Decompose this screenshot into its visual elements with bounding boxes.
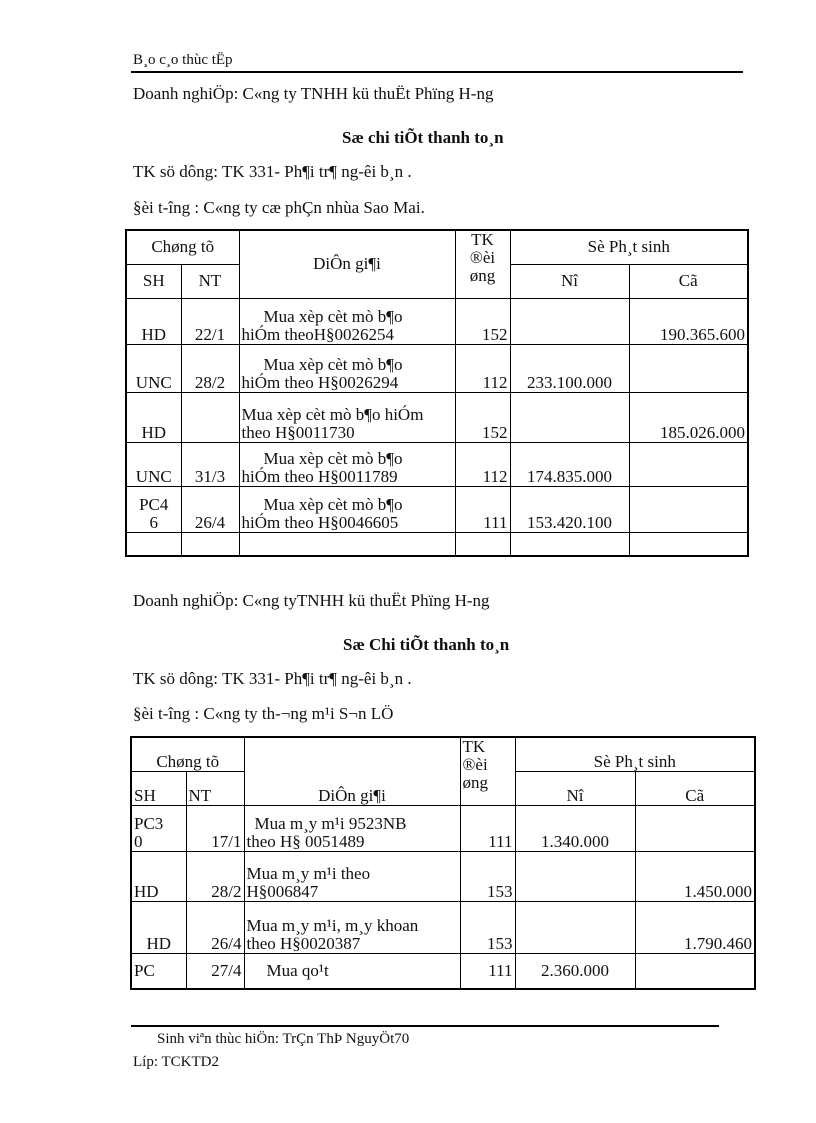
debit-header: Nî: [510, 264, 629, 298]
table-row: [126, 532, 748, 556]
report-header: B¸o c¸o thùc tËp: [133, 52, 233, 68]
voucher-header: Chøng tõ: [131, 737, 244, 771]
table-row: HD 28/2 Mua m¸y m¹i theo H§006847 153 1.450.000: [131, 851, 755, 901]
nt-header: NT: [186, 771, 244, 805]
table-row: PC 27/4 Mua qo¹t 111 2.360.000: [131, 953, 755, 989]
table-row: PC3 0 17/1 Mua m¸y m¹i 9523NB theo H§ 0051489 111 1.340.000: [131, 805, 755, 851]
table-row: UNC 28/2 Mua xèp cèt mò b¶o hiÓm theo H§0026294 112 233.100.000: [126, 344, 748, 392]
ledger-title-2: Sæ Chi tiÕt thanh to¸n: [343, 635, 510, 654]
sh-header: SH: [131, 771, 186, 805]
ledger-table-1: [125, 229, 749, 557]
nt-header: NT: [181, 264, 239, 298]
header-divider: [131, 71, 743, 73]
table-row: UNC 31/3 Mua xèp cèt mò b¶o hiÓm theo H§0011789 112 174.835.000: [126, 442, 748, 486]
account-line-1: TK sö dông: TK 331- Ph¶i tr¶ ng-êi b¸n .: [133, 162, 412, 181]
amount-header: Sè Ph¸t sinh: [510, 230, 748, 264]
table-row: HD Mua xèp cèt mò b¶o hiÓm theo H§0011730 152 185.026.000: [126, 392, 748, 442]
description-header: DiÔn gi¶i: [244, 737, 460, 805]
table-row: PC4 6 26/4 Mua xèp cèt mò b¶o hiÓm theo H§0046605 111 153.420.100: [126, 486, 748, 532]
class-line: Líp: TCKTD2: [133, 1054, 219, 1070]
footer-divider: [131, 1025, 719, 1027]
ledger-table-2: [130, 736, 756, 990]
table-row: HD 22/1 Mua xèp cèt mò b¶o hiÓm theoH§0026254 152 190.365.600: [126, 298, 748, 344]
partner-line-1: §èi t-îng : C«ng ty cæ phÇn nhùa Sao Mai.: [133, 198, 425, 217]
ledger-title-1: Sæ chi tiÕt thanh to¸n: [342, 128, 504, 147]
credit-header: Cã: [629, 264, 748, 298]
credit-header: Cã: [635, 771, 755, 805]
table-row: HD 26/4 Mua m¸y m¹i, m¸y khoan theo H§0020387 153 1.790.460: [131, 901, 755, 953]
sh-header: SH: [126, 264, 181, 298]
description-header: DiÔn gi¶i: [239, 230, 455, 298]
student-line: Sinh viªn thùc hiÖn: TrÇn ThÞ NguyÖt70: [157, 1031, 410, 1047]
account-line-2: TK sö dông: TK 331- Ph¶i tr¶ ng-êi b¸n .: [133, 669, 412, 688]
contra-account-header: TK ®èi øng: [455, 230, 510, 298]
company-line-2: Doanh nghiÖp: C«ng tyTNHH kü thuËt Phïng H-ng: [133, 591, 490, 610]
company-line-1: Doanh nghiÖp: C«ng ty TNHH kü thuËt Phïng H-ng: [133, 84, 494, 103]
partner-line-2: §èi t-îng : C«ng ty th-¬ng m¹i S¬n LÖ: [133, 704, 394, 723]
amount-header: Sè Ph¸t sinh: [515, 737, 755, 771]
debit-header: Nî: [515, 771, 635, 805]
contra-account-header: TK ®èi øng: [460, 737, 515, 805]
voucher-header: Chøng tõ: [126, 230, 239, 264]
